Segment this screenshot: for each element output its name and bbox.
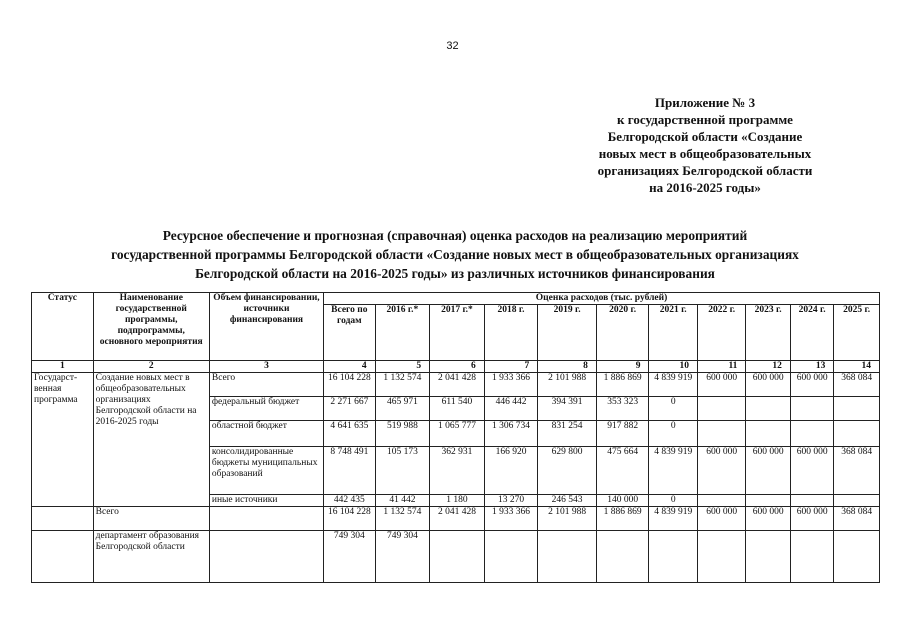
page-number: 32 [446,40,459,52]
col-number: 14 [834,361,880,373]
value-cell [834,397,880,421]
value-cell [790,495,833,507]
appendix-line: новых мест в общеобразовательных [598,146,812,161]
source-cell: иные источники [209,495,323,507]
value-cell: 442 435 [324,495,376,507]
value-cell: 362 931 [430,447,485,495]
header-year: 2022 г. [697,305,746,361]
value-cell [746,397,790,421]
value-cell [834,421,880,447]
document-title [40,226,870,283]
value-cell: 4 839 919 [649,507,698,531]
value-cell: 2 041 428 [430,507,485,531]
value-cell: 16 104 228 [324,507,376,531]
value-cell: 600 000 [746,447,790,495]
value-cell: 353 323 [596,397,649,421]
value-cell: 600 000 [790,507,833,531]
value-cell: 16 104 228 [324,373,376,397]
value-cell: 140 000 [596,495,649,507]
source-cell: областной бюджет [209,421,323,447]
value-cell: 475 664 [596,447,649,495]
col-number: 9 [596,361,649,373]
appendix-line: организациях Белгородской области [597,163,813,178]
value-cell: 749 304 [375,531,430,583]
header-status: Статус [32,293,94,361]
value-cell [538,531,597,583]
header-year: 2025 г. [834,305,880,361]
value-cell [697,421,746,447]
name-cell: Всего [93,507,209,531]
value-cell [746,531,790,583]
value-cell: 2 101 988 [538,373,597,397]
value-cell: 1 933 366 [484,507,538,531]
value-cell [697,531,746,583]
table-row [32,531,880,583]
value-cell: 600 000 [790,373,833,397]
value-cell: 600 000 [697,507,746,531]
col-number: 10 [649,361,698,373]
table-row [32,507,880,531]
value-cell: 1 933 366 [484,373,538,397]
value-cell: 600 000 [746,507,790,531]
value-cell: 1 886 869 [596,507,649,531]
value-cell: 2 271 667 [324,397,376,421]
value-cell: 8 748 491 [324,447,376,495]
value-cell: 600 000 [697,373,746,397]
header-volume: Объем финансировании, источники финансирования [209,293,323,361]
header-year: 2023 г. [746,305,790,361]
source-cell [209,531,323,583]
value-cell [790,421,833,447]
col-number: 3 [209,361,323,373]
value-cell: 1 132 574 [375,373,430,397]
value-cell [430,531,485,583]
col-number: 6 [430,361,485,373]
status-cell: Государст-венная программа [32,373,94,507]
source-cell: Всего [209,373,323,397]
program-name-cell: Создание новых мест в общеобразовательных организациях Белгородской области на 2016-2025 годы [93,373,209,507]
title-line: государственной программы Белгородской области «Создание новых мест в общеобразовательных организациях [111,247,799,262]
value-cell: 1 132 574 [375,507,430,531]
column-number-row [32,361,880,373]
value-cell [649,531,698,583]
col-number: 12 [746,361,790,373]
source-cell [209,507,323,531]
col-number: 4 [324,361,376,373]
header-estimate: Оценка расходов (тыс. рублей) [324,293,880,305]
header-year: 2017 г.* [430,305,485,361]
value-cell: 600 000 [697,447,746,495]
value-cell: 1 180 [430,495,485,507]
status-cell [32,507,94,531]
name-cell: департамент образования Белгородской области [93,531,209,583]
value-cell [484,531,538,583]
appendix-line: к государственной программе [617,112,793,127]
header-year: 2019 г. [538,305,597,361]
header-year: 2016 г.* [375,305,430,361]
table-row [32,373,880,397]
source-cell: федеральный бюджет [209,397,323,421]
appendix-line: Белгородской области «Создание [607,129,803,144]
value-cell: 519 988 [375,421,430,447]
header-year: 2024 г. [790,305,833,361]
value-cell [746,495,790,507]
value-cell: 368 084 [834,507,880,531]
value-cell: 1 306 734 [484,421,538,447]
value-cell: 4 641 635 [324,421,376,447]
value-cell: 368 084 [834,447,880,495]
value-cell: 166 920 [484,447,538,495]
status-cell [32,531,94,583]
appendix-line: Приложение № 3 [654,95,756,110]
value-cell: 4 839 919 [649,373,698,397]
col-number: 11 [697,361,746,373]
value-cell: 446 442 [484,397,538,421]
value-cell: 629 800 [538,447,597,495]
value-cell: 0 [649,495,698,507]
value-cell [790,531,833,583]
value-cell [697,495,746,507]
value-cell: 465 971 [375,397,430,421]
col-number: 5 [375,361,430,373]
source-cell: консолидированные бюджеты муниципальных образований [209,447,323,495]
value-cell: 0 [649,421,698,447]
header-name: Наименование государственной программы, подпрограммы, основного мероприятия [93,293,209,361]
value-cell: 4 839 919 [649,447,698,495]
col-number: 1 [32,361,94,373]
value-cell [834,531,880,583]
value-cell: 105 173 [375,447,430,495]
title-line: Ресурсное обеспечение и прогнозная (справочная) оценка расходов на реализацию мероприятий [162,228,748,243]
header-total: Всего по годам [324,305,376,361]
value-cell [746,421,790,447]
col-number: 8 [538,361,597,373]
value-cell [790,397,833,421]
value-cell: 600 000 [790,447,833,495]
appendix-caption [560,94,850,196]
value-cell: 600 000 [746,373,790,397]
value-cell [834,495,880,507]
value-cell: 2 041 428 [430,373,485,397]
value-cell: 831 254 [538,421,597,447]
value-cell: 394 391 [538,397,597,421]
appendix-line: на 2016-2025 годы» [649,180,761,195]
value-cell: 368 084 [834,373,880,397]
value-cell: 749 304 [324,531,376,583]
value-cell [596,531,649,583]
value-cell [697,397,746,421]
col-number: 7 [484,361,538,373]
value-cell: 1 065 777 [430,421,485,447]
value-cell: 13 270 [484,495,538,507]
col-number: 2 [93,361,209,373]
col-number: 13 [790,361,833,373]
header-year: 2018 г. [484,305,538,361]
value-cell: 2 101 988 [538,507,597,531]
value-cell: 611 540 [430,397,485,421]
value-cell: 41 442 [375,495,430,507]
value-cell: 917 882 [596,421,649,447]
header-year: 2020 г. [596,305,649,361]
header-year: 2021 г. [649,305,698,361]
financing-table [31,292,880,583]
value-cell: 1 886 869 [596,373,649,397]
value-cell: 0 [649,397,698,421]
title-line: Белгородской области на 2016-2025 годы» из различных источников финансирования [195,266,715,281]
value-cell: 246 543 [538,495,597,507]
